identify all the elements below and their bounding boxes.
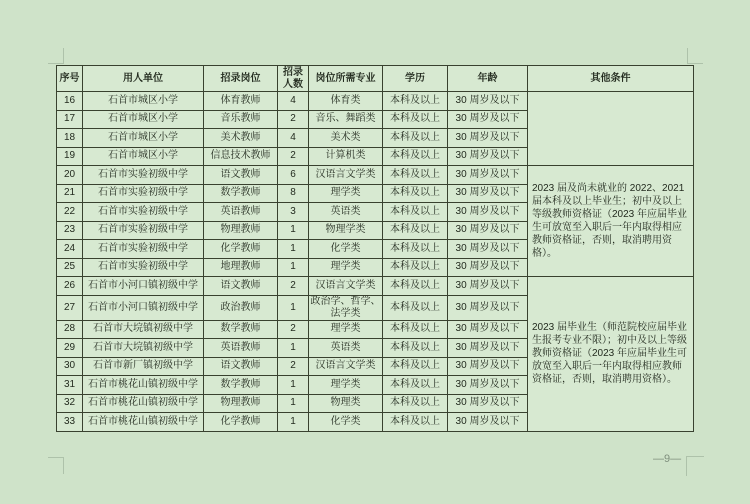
cell-major: 政治学、哲学、法学类 (310, 295, 381, 319)
cell-major: 英语类 (309, 339, 383, 358)
cell-employer: 石首市大垸镇初级中学 (83, 339, 204, 358)
cell-age: 30 周岁及以下 (448, 110, 528, 129)
cell-position: 数学教师 (204, 184, 278, 203)
cell-position: 语文教师 (204, 357, 278, 376)
cell-position: 化学教师 (204, 240, 278, 259)
cell-age: 30 周岁及以下 (448, 413, 528, 432)
cell-age: 30 周岁及以下 (448, 339, 528, 358)
column-header-3: 招录人数 (278, 66, 309, 92)
cell-major: 美术类 (309, 129, 383, 148)
cell-age: 30 周岁及以下 (448, 184, 528, 203)
cell-no: 22 (57, 203, 83, 222)
cell-age: 30 周岁及以下 (448, 376, 528, 395)
cell-degree: 本科及以上 (383, 258, 448, 277)
cell-major: 体育类 (309, 92, 383, 111)
cell-age: 30 周岁及以下 (448, 277, 528, 296)
cell-position: 物理教师 (204, 221, 278, 240)
margin-corner-mark-top-left (48, 48, 64, 64)
column-header-5: 学历 (383, 66, 448, 92)
cell-age: 30 周岁及以下 (448, 394, 528, 413)
cell-position: 语文教师 (204, 166, 278, 185)
cell-employer: 石首市实验初级中学 (83, 184, 204, 203)
cell-major: 理学类 (309, 258, 383, 277)
page-number: —9— (653, 453, 682, 465)
column-header-0: 序号 (57, 66, 83, 92)
column-header-6: 年龄 (448, 66, 528, 92)
cell-position: 语文教师 (204, 277, 278, 296)
cell-count: 3 (278, 203, 309, 222)
cell-employer: 石首市实验初级中学 (83, 240, 204, 259)
cell-degree: 本科及以上 (383, 413, 448, 432)
table-row (57, 166, 694, 185)
cell-no: 26 (57, 277, 83, 296)
cell-count: 1 (278, 339, 309, 358)
cell-count: 1 (278, 394, 309, 413)
cell-no: 24 (57, 240, 83, 259)
cell-age: 30 周岁及以下 (448, 320, 528, 339)
cell-no: 23 (57, 221, 83, 240)
cell-major: 汉语言文学类 (309, 166, 383, 185)
cell-position: 政治教师 (204, 295, 278, 320)
cell-employer: 石首市小河口镇初级中学 (83, 295, 204, 320)
cell-count: 1 (278, 376, 309, 395)
cell-no: 32 (57, 394, 83, 413)
cell-position: 音乐教师 (204, 110, 278, 129)
cell-position: 信息技术教师 (204, 147, 278, 166)
cell-employer: 石首市新厂镇初级中学 (83, 357, 204, 376)
cell-age: 30 周岁及以下 (448, 129, 528, 148)
cell-degree: 本科及以上 (383, 110, 448, 129)
column-header-1: 用人单位 (83, 66, 204, 92)
cell-no: 20 (57, 166, 83, 185)
cell-count: 1 (278, 295, 309, 320)
cell-degree: 本科及以上 (383, 295, 448, 320)
cell-employer: 石首市实验初级中学 (83, 166, 204, 185)
margin-corner-mark-bottom-left (48, 457, 64, 474)
cell-degree: 本科及以上 (383, 320, 448, 339)
cell-major: 理学类 (309, 376, 383, 395)
cell-count: 4 (278, 129, 309, 148)
cell-age: 30 周岁及以下 (448, 147, 528, 166)
cell-no: 29 (57, 339, 83, 358)
cell-employer: 石首市城区小学 (83, 92, 204, 111)
cell-age: 30 周岁及以下 (448, 166, 528, 185)
cell-count: 2 (278, 357, 309, 376)
cell-degree: 本科及以上 (383, 221, 448, 240)
cell-employer: 石首市城区小学 (83, 147, 204, 166)
table-header-row (57, 66, 694, 92)
cell-count: 2 (278, 277, 309, 296)
cell-major: 汉语言文学类 (309, 357, 383, 376)
table-body (57, 92, 694, 432)
cell-major: 物理类 (309, 394, 383, 413)
cell-age: 30 周岁及以下 (448, 240, 528, 259)
cell-degree: 本科及以上 (383, 240, 448, 259)
cell-age: 30 周岁及以下 (448, 357, 528, 376)
cell-major: 化学类 (309, 240, 383, 259)
cell-count: 2 (278, 147, 309, 166)
cell-major: 理学类 (309, 184, 383, 203)
cell-no: 27 (57, 295, 83, 320)
cell-count: 4 (278, 92, 309, 111)
cell-no: 17 (57, 110, 83, 129)
cell-count: 1 (278, 258, 309, 277)
cell-degree: 本科及以上 (383, 357, 448, 376)
cell-count: 1 (278, 413, 309, 432)
margin-corner-mark-bottom-right (686, 456, 704, 476)
cell-no: 33 (57, 413, 83, 432)
cell-no: 30 (57, 357, 83, 376)
cell-major: 计算机类 (309, 147, 383, 166)
cell-age: 30 周岁及以下 (448, 221, 528, 240)
cell-employer: 石首市桃花山镇初级中学 (83, 413, 204, 432)
cell-position: 英语教师 (204, 203, 278, 222)
cell-count: 1 (278, 240, 309, 259)
cell-degree: 本科及以上 (383, 203, 448, 222)
cell-age: 30 周岁及以下 (448, 92, 528, 111)
cell-other-conditions: 2023 届毕业生（师范院校应届毕业生报考专业不限）；初中及以上等级教师资格证（2023 年应届毕业生可放宽至入职后一年内取得相应教师资格证，否则，取消聘用资格）。 (528, 277, 694, 432)
cell-degree: 本科及以上 (383, 92, 448, 111)
cell-employer: 石首市小河口镇初级中学 (83, 277, 204, 296)
table-row (57, 277, 694, 296)
cell-major: 音乐、舞蹈类 (309, 110, 383, 129)
cell-major: 化学类 (309, 413, 383, 432)
cell-major: 物理学类 (309, 221, 383, 240)
cell-major: 理学类 (309, 320, 383, 339)
table-row (57, 92, 694, 111)
cell-no: 19 (57, 147, 83, 166)
cell-position: 数学教师 (204, 320, 278, 339)
recruitment-positions-table (56, 65, 694, 432)
cell-position: 体育教师 (204, 92, 278, 111)
cell-employer: 石首市实验初级中学 (83, 221, 204, 240)
cell-other-conditions: 2023 届及尚未就业的 2022、2021 届本科及以上毕业生；初中及以上等级教师资格证（2023 年应届毕业生可放宽至入职后一年内取得相应教师资格证，否则，取消聘用资格）。 (528, 166, 694, 277)
cell-no: 25 (57, 258, 83, 277)
cell-no: 28 (57, 320, 83, 339)
cell-no: 18 (57, 129, 83, 148)
cell-other-conditions (528, 92, 694, 166)
cell-employer: 石首市实验初级中学 (83, 203, 204, 222)
cell-count: 2 (278, 110, 309, 129)
cell-count: 2 (278, 320, 309, 339)
cell-count: 8 (278, 184, 309, 203)
cell-degree: 本科及以上 (383, 394, 448, 413)
cell-degree: 本科及以上 (383, 184, 448, 203)
cell-employer: 石首市桃花山镇初级中学 (83, 394, 204, 413)
cell-age: 30 周岁及以下 (448, 203, 528, 222)
cell-degree: 本科及以上 (383, 166, 448, 185)
cell-position: 数学教师 (204, 376, 278, 395)
column-header-7: 其他条件 (528, 66, 694, 92)
cell-major: 英语类 (309, 203, 383, 222)
cell-employer: 石首市城区小学 (83, 110, 204, 129)
cell-position: 地理教师 (204, 258, 278, 277)
cell-degree: 本科及以上 (383, 277, 448, 296)
cell-degree: 本科及以上 (383, 339, 448, 358)
cell-count: 1 (278, 221, 309, 240)
cell-employer: 石首市桃花山镇初级中学 (83, 376, 204, 395)
cell-count: 6 (278, 166, 309, 185)
cell-age: 30 周岁及以下 (448, 295, 528, 320)
column-header-4: 岗位所需专业 (309, 66, 383, 92)
cell-no: 21 (57, 184, 83, 203)
cell-position: 英语教师 (204, 339, 278, 358)
cell-employer: 石首市大垸镇初级中学 (83, 320, 204, 339)
cell-no: 31 (57, 376, 83, 395)
cell-employer: 石首市实验初级中学 (83, 258, 204, 277)
cell-employer: 石首市城区小学 (83, 129, 204, 148)
cell-major: 汉语言文学类 (309, 277, 383, 296)
cell-position: 美术教师 (204, 129, 278, 148)
margin-corner-mark-top-right (687, 48, 703, 64)
cell-degree: 本科及以上 (383, 147, 448, 166)
cell-degree: 本科及以上 (383, 129, 448, 148)
column-header-2: 招录岗位 (204, 66, 278, 92)
cell-no: 16 (57, 92, 83, 111)
cell-position: 物理教师 (204, 394, 278, 413)
cell-degree: 本科及以上 (383, 376, 448, 395)
cell-age: 30 周岁及以下 (448, 258, 528, 277)
cell-position: 化学教师 (204, 413, 278, 432)
